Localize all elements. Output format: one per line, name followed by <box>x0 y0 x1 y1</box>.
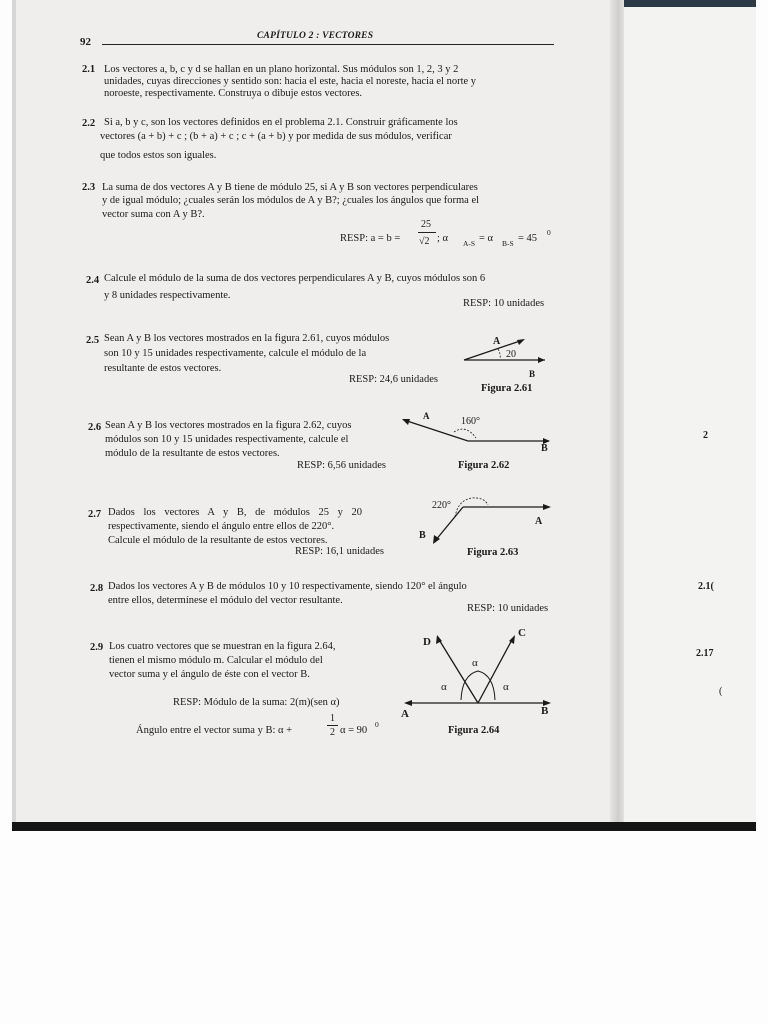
problem-text-line: entre ellos, determínese el módulo del vector resultante. <box>108 595 343 606</box>
problem-text-line: tienen el mismo módulo m. Calcular el módulo del <box>109 655 323 666</box>
fraction-numerator: 25 <box>421 219 431 230</box>
angle-label-alpha: α <box>503 681 509 693</box>
figure-caption: Figura 2.62 <box>458 460 510 471</box>
angle-label-alpha: α <box>441 681 447 693</box>
answer-text: RESP: Módulo de la suma: 2(m)(sen α) <box>173 697 340 708</box>
vector-label-c: C <box>518 627 526 639</box>
angle-label: 20 <box>506 349 516 360</box>
page-number: 92 <box>80 36 91 48</box>
fraction-denominator: 2 <box>330 727 335 738</box>
problem-number: 2.5 <box>86 335 100 346</box>
problem-text-line: Sean A y B los vectores mostrados en la figura 2.62, cuyos <box>105 420 352 431</box>
problem-text-line: resultante de estos vectores. <box>104 363 222 374</box>
vector-label-b: B <box>419 530 426 541</box>
problem-number: 2.2 <box>82 118 96 129</box>
problem-text-line: que todos estos son iguales. <box>100 150 217 161</box>
problem-number: 2.3 <box>82 182 96 193</box>
problem-text-line: módulo de la resultante de estos vectores. <box>105 448 280 459</box>
problem-number: 2.7 <box>88 509 102 520</box>
angle-label-alpha: α <box>472 657 478 669</box>
problem-number: 2.9 <box>90 642 104 653</box>
problem-text-line: respectivamente, siendo el ángulo entre ellos de 220°. <box>108 521 335 532</box>
angle-arc <box>461 671 495 700</box>
answer-text: RESP: 16,1 unidades <box>295 546 384 557</box>
subscript: B-S <box>502 239 514 248</box>
problem-number: 2.1 <box>82 64 96 75</box>
adjacent-page-fragment: ( <box>719 686 723 697</box>
problem-text-line: Los cuatro vectores que se muestran en la figura 2.64, <box>109 641 336 652</box>
answer-prefix: Ángulo entre el vector suma y B: α + <box>136 725 293 736</box>
problem-text-line: vector suma y el ángulo de éste con el vector B. <box>109 669 310 680</box>
problem-text-line: módulos son 10 y 15 unidades respectivamente, calcule el <box>105 434 349 445</box>
problem-text-line: y de igual módulo; ¿cuales serán los módulos de A y B?; ¿cuales los ángulos que forma el <box>102 195 480 206</box>
chapter-title: CAPÍTULO 2 : VECTORES <box>257 31 374 41</box>
answer-text: RESP: 6,56 unidades <box>297 460 386 471</box>
subscript: A-S <box>463 239 476 248</box>
vector-label-a: A <box>423 411 430 421</box>
fraction-denominator: √2 <box>419 236 430 247</box>
problem-text-line: Los vectores a, b, c y d se hallan en un plano horizontal. Sus módulos son 1, 2, 3 y 2 <box>104 64 459 75</box>
angle-label: 160° <box>461 416 480 427</box>
answer-text: RESP: 10 unidades <box>463 298 545 309</box>
problem-text-line: noroeste, respectivamente. Construya o dibuje estos vectores. <box>104 88 363 99</box>
answer-prefix: RESP: a = b = <box>340 233 401 244</box>
vector-d-line <box>438 638 478 703</box>
superscript: 0 <box>375 720 379 729</box>
problem-text-line: vector suma con A y B?. <box>102 209 205 220</box>
figure-caption: Figura 2.63 <box>467 547 519 558</box>
problem-text-line: Dados los vectores A y B de módulos 10 y 10 respectivamente, siendo 120° el ángulo <box>108 581 467 592</box>
answer-part: = 45 <box>518 233 538 244</box>
problem-text-line: Calcule el módulo de la suma de dos vectores perpendiculares A y B, cuyos módulos son 6 <box>104 273 486 284</box>
problem-text-line: Sean A y B los vectores mostrados en la figura 2.61, cuyos módulos <box>104 333 390 344</box>
problem-text-line: vectores (a + b) + c ; (b + a) + c ; c + (a + b) y por medida de sus módulos, verificar <box>100 131 452 142</box>
answer-part: ; α <box>437 233 449 244</box>
adjacent-page-fragment: 2.17 <box>696 648 714 659</box>
superscript: 0 <box>547 228 551 237</box>
answer-part: α = 90 <box>340 725 368 736</box>
fraction-numerator: 1 <box>330 713 335 724</box>
problem-number: 2.4 <box>86 275 100 286</box>
vector-c-line <box>478 638 513 703</box>
vector-label-a: A <box>493 336 501 347</box>
vector-label-b: B <box>541 705 549 717</box>
vector-label-d: D <box>423 636 431 648</box>
answer-text: RESP: 24,6 unidades <box>349 374 438 385</box>
vector-label-b: B <box>529 369 536 379</box>
problem-text-line: Si a, b y c, son los vectores definidos en el problema 2.1. Construir gráficamente los <box>104 117 458 128</box>
figure-caption: Figura 2.61 <box>481 383 533 394</box>
problem-number: 2.8 <box>90 583 104 594</box>
answer-part: = α <box>479 233 494 244</box>
problem-number: 2.6 <box>88 422 102 433</box>
problem-text-line: La suma de dos vectores A y B tiene de módulo 25, si A y B son vectores perpendiculares <box>102 182 478 193</box>
problem-text-line: unidades, cuyas direcciones y sentido son: hacia el este, hacia el noreste, hacia el norte y <box>104 76 477 87</box>
vector-a-arrowhead <box>404 700 412 706</box>
vector-label-a: A <box>401 708 409 720</box>
figure-caption: Figura 2.64 <box>448 725 500 736</box>
problem-text-line: son 10 y 15 unidades respectivamente, calcule el módulo de la <box>104 348 367 359</box>
angle-label: 220° <box>432 500 451 511</box>
problem-text-line: Dados los vectores A y B, de módulos 25 y 20 <box>108 507 362 518</box>
adjacent-page-fragment: 2 <box>703 430 708 441</box>
vector-label-a: A <box>535 516 543 527</box>
answer-text: RESP: 10 unidades <box>467 603 549 614</box>
problem-text-line: y 8 unidades respectivamente. <box>104 290 231 301</box>
adjacent-page-fragment: 2.1( <box>698 581 714 592</box>
vector-label-b: B <box>541 443 548 454</box>
problem-text-line: Calcule el módulo de la resultante de estos vectores. <box>108 535 328 546</box>
